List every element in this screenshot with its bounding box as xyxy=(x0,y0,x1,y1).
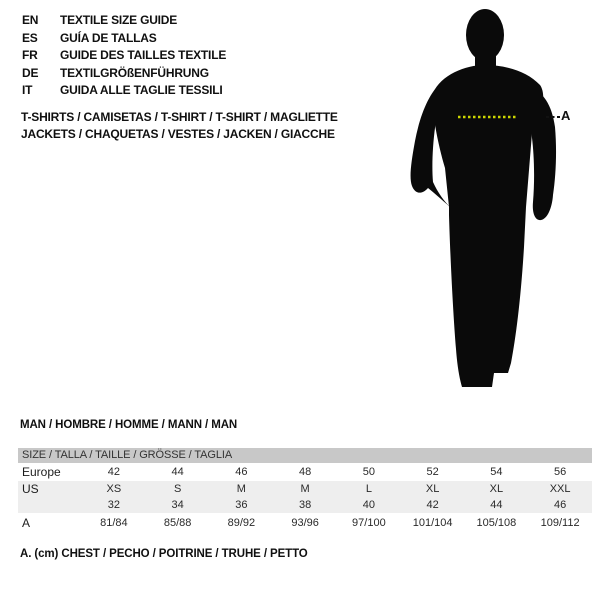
size-cell: 44 xyxy=(490,499,503,511)
man-silhouette-figure xyxy=(405,5,580,390)
product-categories xyxy=(21,109,338,143)
size-cell: 89/92 xyxy=(227,516,256,529)
language-list xyxy=(22,12,226,100)
size-cell: XS xyxy=(106,483,122,495)
size-cell: L xyxy=(365,483,372,495)
size-cell: 101/104 xyxy=(412,516,453,529)
size-cell: 42 xyxy=(426,499,439,511)
size-cell: 44 xyxy=(171,466,184,478)
measure-label-a: A xyxy=(561,108,571,123)
size-cell: 50 xyxy=(362,466,375,478)
language-code: ES xyxy=(22,30,38,45)
size-cell: 109/112 xyxy=(540,516,580,529)
size-cell: 52 xyxy=(426,466,439,478)
language-row-en xyxy=(22,12,226,30)
size-cell: 54 xyxy=(490,466,503,478)
section-title-man: MAN / HOMBRE / HOMME / MANN / MAN xyxy=(20,419,238,431)
size-table-header: SIZE / TALLA / TAILLE / GRÖSSE / TAGLIA xyxy=(18,448,592,463)
measurement-footnote: A. (cm) CHEST / PECHO / POITRINE / TRUHE / PETTO xyxy=(20,548,308,560)
size-cell: 97/100 xyxy=(352,516,386,529)
product-line-tshirts: T-SHIRTS / CAMISETAS / T-SHIRT / T-SHIRT / MAGLIETTE xyxy=(21,110,338,124)
size-cell: 48 xyxy=(299,466,312,478)
language-row-it xyxy=(22,82,226,100)
man-silhouette xyxy=(405,5,580,390)
size-cell: 56 xyxy=(554,466,567,478)
row-label: US xyxy=(22,482,39,496)
language-code: DE xyxy=(22,65,39,80)
size-cell: 105/108 xyxy=(476,516,517,529)
language-title: GUÍA DE TALLAS xyxy=(60,30,157,45)
language-title: TEXTILGRÖßENFÜHRUNG xyxy=(60,65,209,80)
language-row-de xyxy=(22,65,226,83)
size-cell: 38 xyxy=(299,499,312,511)
language-title: TEXTILE SIZE GUIDE xyxy=(60,13,178,27)
size-cell: XXL xyxy=(549,483,571,495)
product-line-jackets: JACKETS / CHAQUETAS / VESTES / JACKEN / GIACCHE xyxy=(21,127,335,141)
language-title: GUIDE DES TAILLES TEXTILE xyxy=(60,48,227,63)
row-label: Europe xyxy=(22,465,61,479)
size-cell: 40 xyxy=(362,499,375,511)
size-table xyxy=(18,448,592,532)
size-cell: 42 xyxy=(107,466,120,478)
language-code: EN xyxy=(22,13,39,27)
size-cell: S xyxy=(173,483,182,495)
size-cell: 36 xyxy=(235,499,248,511)
size-cell: 85/88 xyxy=(163,516,192,529)
size-cell: XL xyxy=(489,483,504,495)
size-cell: M xyxy=(300,483,310,495)
row-label: A xyxy=(22,515,31,530)
language-row-fr xyxy=(22,47,226,65)
size-cell: 32 xyxy=(107,499,120,511)
language-code: FR xyxy=(22,48,38,63)
language-code: IT xyxy=(22,83,33,98)
language-row-es xyxy=(22,30,226,48)
language-title: GUIDA ALLE TAGLIE TESSILI xyxy=(60,83,223,98)
size-cell: 81/84 xyxy=(100,516,128,529)
size-cell: M xyxy=(236,483,246,495)
size-row-us-letter xyxy=(18,481,592,497)
size-cell: 46 xyxy=(554,499,567,511)
size-row-us-numeric xyxy=(18,497,592,513)
size-cell: 46 xyxy=(235,466,248,478)
legs-shape xyxy=(449,207,526,387)
size-cell: XL xyxy=(425,483,440,495)
size-cell: 93/96 xyxy=(291,516,319,529)
torso-shape xyxy=(433,65,544,207)
size-row-europe xyxy=(18,463,592,481)
size-row-chest xyxy=(18,513,592,532)
size-cell: 34 xyxy=(171,499,184,511)
